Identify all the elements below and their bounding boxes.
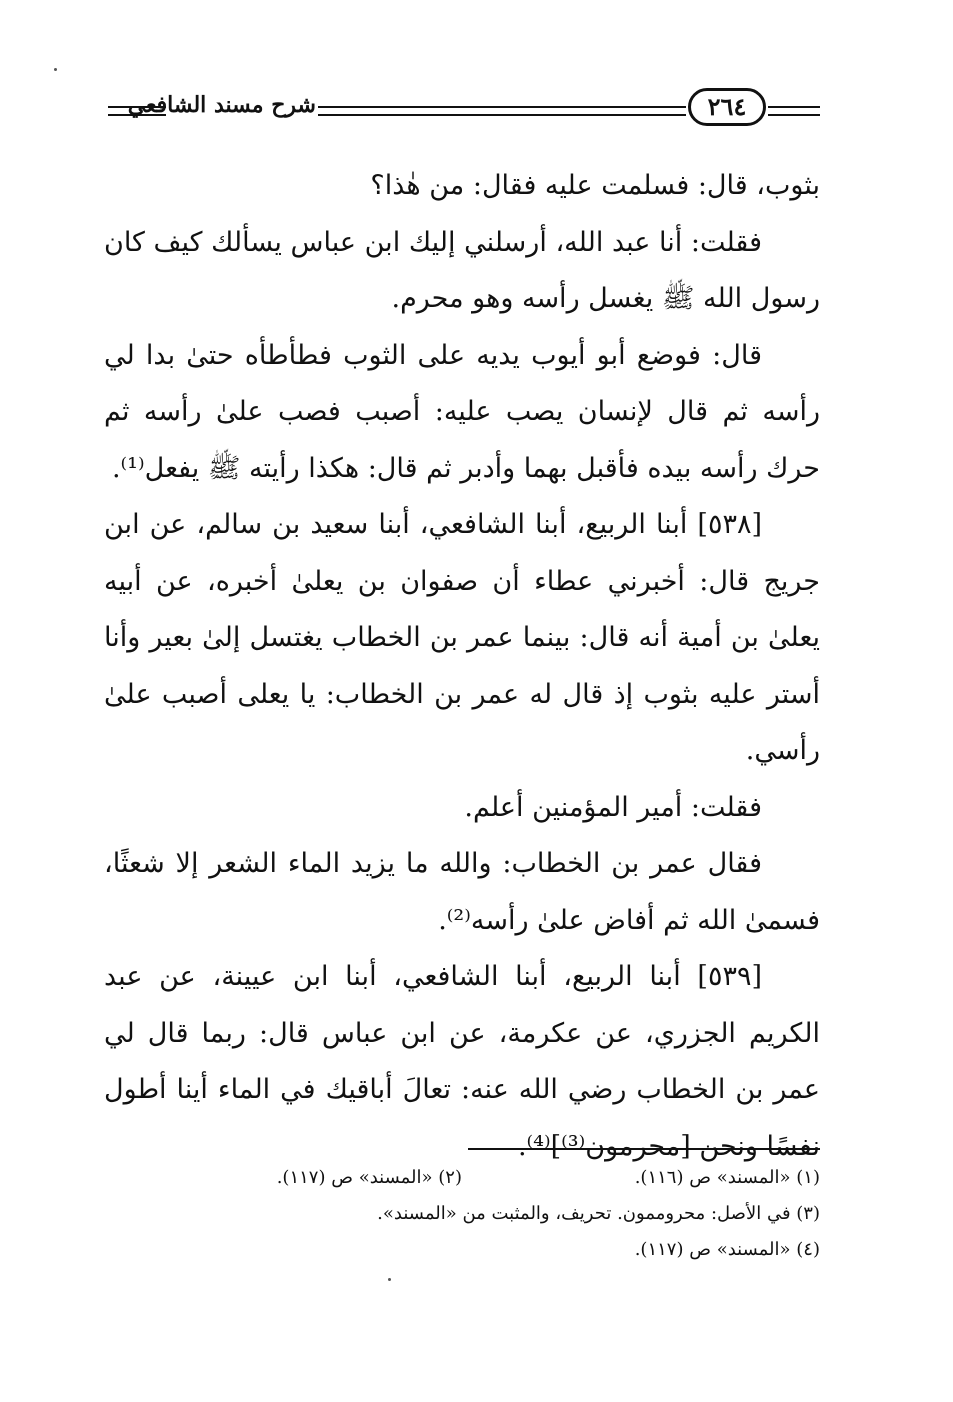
footnote-1: (١) «المسند» ص (١١٦).: [634, 1167, 820, 1188]
paragraph: قال: فوضع أبو أيوب يديه على الثوب فطأطأه حتىٰ بدا لي رأسه ثم قال لإنسان يصب عليه: أصبب فصب علىٰ رأسه ثم حرك رأسه بيده فأقبل بهما وأدبر ثم قال: هكذا رأيته ﷺ يفعل⁽¹⁾.: [104, 339, 820, 484]
footnote-separator: [468, 1148, 820, 1150]
page-header: [108, 86, 820, 136]
hadith-538: [٥٣٨] أبنا الربيع، أبنا الشافعي، أبنا سعيد بن سالم، عن ابن جريج قال: أخبرني عطاء أن صفوان بن يعلىٰ أخبره، عن أبيه يعلىٰ بن أمية أنه قال: بينما عمر بن الخطاب يغتسل إلىٰ بعير وأنا أستر عليه بثوب إذ قال له عمر بن الخطاب: يا يعلى أصبب علىٰ رأسي.: [104, 509, 820, 766]
running-title: شرح مسند الشافعي: [127, 92, 316, 118]
page-number-badge: [688, 88, 766, 126]
page-number: ٢٦٤: [707, 92, 747, 121]
footnotes: [104, 1160, 820, 1268]
main-text: [104, 158, 820, 1175]
footnote-4: (٤) «المسند» ص (١١٧).: [634, 1239, 820, 1260]
paragraph: فقلت: أمير المؤمنين أعلم.: [464, 791, 762, 823]
scan-speck: [388, 1278, 391, 1281]
header-rule-middle: [318, 106, 686, 116]
footnote-row: [104, 1160, 820, 1196]
paragraph: فقال عمر بن الخطاب: والله ما يزيد الماء الشعر إلا شعثًا، فسمىٰ الله ثم أفاض علىٰ رأسه⁽²⁾.: [104, 848, 820, 936]
hadith-539: [٥٣٩] أبنا الربيع، أبنا الشافعي، أبنا ابن عيينة، عن عبد الكريم الجزري، عن عكرمة، عن ابن عباس قال: ربما قال لي عمر بن الخطاب رضي الله عنه: تعالَ أباقيك في الماء أينا أطول نفسًا ونحن [محرمون⁽³⁾]⁽⁴⁾.: [104, 961, 820, 1162]
footnote-3: (٣) في الأصل: محروممون. تحريف، والمثبت من «المسند».: [377, 1203, 820, 1224]
paragraph-continuation: بثوب، قال: فسلمت عليه فقال: من هٰذا؟: [370, 170, 820, 201]
scan-speck: [54, 68, 57, 71]
paragraph: فقلت: أنا عبد الله، أرسلني إليك ابن عباس يسألك كيف كان رسول الله ﷺ يغسل رأسه وهو محرم.: [104, 226, 820, 314]
footnote-2: (٢) «المسند» ص (١١٧).: [276, 1167, 462, 1188]
header-rule-right: [768, 106, 820, 116]
